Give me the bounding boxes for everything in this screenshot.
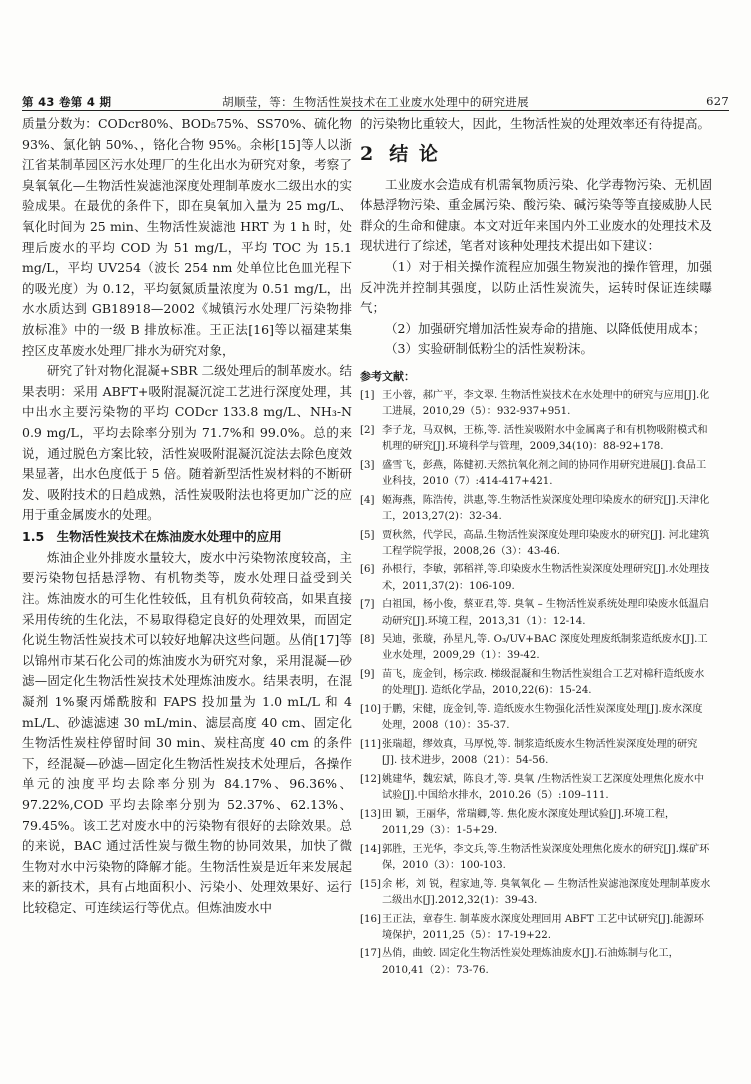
header-rule xyxy=(22,110,729,111)
reference-number: [6] xyxy=(360,564,375,576)
reference-number: [12] xyxy=(360,773,381,785)
reference-item xyxy=(360,528,712,560)
reference-number: [17] xyxy=(360,948,381,960)
suggestion-1: （1）对于相关操作流程应加强生物炭池的操作管理，加强反冲洗并控制其强度，以防止活性炭流失，运转时保证连续曝气； xyxy=(360,258,712,316)
section-title: 结 论 xyxy=(389,142,440,165)
reference-item xyxy=(360,388,712,420)
reference-text: 白祖国，杨小俊，蔡亚君,等. 臭氧 – 生物活性炭系统处理印染废水低温启动研究[J].环境工程，2013,31（1）：12-14. xyxy=(382,599,709,627)
reference-item xyxy=(360,772,712,804)
reference-item xyxy=(360,667,712,699)
reference-item xyxy=(360,946,712,978)
reference-text: 李子龙，马双枫，王栋,等. 活性炭吸附水中金属离子和有机物吸附模式和机理的研究[J].环境科学与管理，2009,34(10)：88-92+178. xyxy=(382,424,708,453)
paragraph-continued-right: 的污染物比重较大，因此，生物活性炭的处理效率还有待提高。 xyxy=(360,116,711,131)
reference-number: [16] xyxy=(360,913,381,925)
running-title: 胡顺莹，等：生物活性炭技术在工业废水处理中的研究进展 xyxy=(222,95,529,109)
section-heading-conclusion xyxy=(360,139,712,169)
reference-text: 田 颖，王丽华，常瑞卿,等. 焦化废水深度处理试验[J].环境工程，2011,29（3）：1-5+29. xyxy=(382,808,676,837)
reference-text: 于鹏，宋健，庞金钊,等. 造纸废水生物强化活性炭深度处理[J].废水深度处理，2008（10）：35-37. xyxy=(382,704,703,732)
journal-volume: 第 43 卷第 4 期 xyxy=(22,95,112,109)
reference-text: 王正法，章春生. 制革废水深度处理回用 ABFT 工艺中试研究[J].能源环境保护，2011,25（5）：17-19+22. xyxy=(382,913,704,941)
reference-text: 贾秋然，代学民，高晶.生物活性炭深度处理印染废水的研究[J]. 河北建筑工程学院学报，2008,26（3）：43-46. xyxy=(382,529,710,557)
references-title: 参考文献： xyxy=(360,369,415,383)
reference-text: 苗飞，庞金钊，杨宗政. 梯级混凝和生物活性炭组合工艺对棉秆造纸废水的处理[J]. 造纸化学品，2010,22(6)：15-24. xyxy=(382,669,705,697)
paragraph-refinery-wastewater: 炼油企业外排废水量较大，废水中污染物浓度较高，主要污染物包括悬浮物、有机物类等，废水处理日益受到关注。炼油废水的可生化性较低，且有机负荷较高，如果直接采用传统的生化法，不易取得稳定良好的处理效果，而固定化说生物活性炭技术可以较好地解决这些问题。丛俏[17]等以锦州市某石化公司的炼油废水为研究对象，采用混凝—砂滤—固定化生物活性炭技术处理炼油废水。结果表明，在混凝剂 1%聚丙烯酰胺和 FAPS 投加量为 1.0 mL/L 和 4 mL/L、砂滤滤速 30 mL/min、滤层高度 40 cm、固定化生物活性炭柱停留时间 30 min、炭柱高度 40 cm 的条件下，经混凝—砂滤—固定化生物活性炭技术处理后，各操作单元的浊度平均去除率分别为 84.17%、96.36%、97.22%,COD 平均去除率分别为 52.37%、62.13%、79.45%。该工艺对废水中的污染物有很好的去除效果。总的来说，BAC 通过活性炭与微生物的协同效果，加快了微生物对水中污染物的降解才能。生物活性炭是近年来发展起来的新技术，具有占地面积小、污染小、处理效果好、运行比较稳定、可连续运行等优点。但炼油废水中 xyxy=(22,549,352,915)
reference-item xyxy=(360,842,712,874)
reference-text: 孙根行，李敏，郭稻祥,等.印染废水生物活性炭深度处理研究[J].水处理技术，2011,37(2)：106-109. xyxy=(382,564,710,592)
suggestion-3: （3）实验研制低粉尘的活性炭粉沫。 xyxy=(385,341,593,357)
subsection-heading-1-5: 1.5 生物活性炭技术在炼油废水处理中的应用 xyxy=(22,528,282,544)
reference-number: [10] xyxy=(360,704,381,716)
reference-item xyxy=(360,632,712,664)
reference-number: [5] xyxy=(360,529,375,541)
reference-item xyxy=(360,877,712,909)
reference-list xyxy=(360,388,712,979)
reference-item xyxy=(360,702,712,734)
reference-text: 盛雪飞，彭燕，陈健初.天然抗氧化剂之间的协同作用研究进展[J].食品工业科技，2010（7）:414-417+421. xyxy=(382,459,707,487)
suggestion-2: （2）加强研究增加活性炭寿命的措施、以降低使用成本； xyxy=(385,320,706,336)
reference-item xyxy=(360,807,712,839)
reference-number: [9] xyxy=(360,669,375,681)
paragraph-conclusion: 工业废水会造成有机需氧物质污染、化学毒物污染、无机固体悬浮物污染、重金属污染、酸污染、碱污染等等直接威胁人民群众的生命和健康。本文对近年来国内外工业废水的处理技术及现状进行了综述，笔者对该种处理技术提出如下建议： xyxy=(360,176,712,254)
left-column xyxy=(22,114,352,919)
reference-text: 王小蓉，郝广平，李文翠. 生物活性炭技术在水处理中的研究与应用[J].化工进展，2010,29（5）：932-937+951. xyxy=(382,389,710,418)
reference-number: [1] xyxy=(360,389,375,401)
reference-item xyxy=(360,912,712,944)
paragraph-continued: 质量分数为：CODcr80%、BOD₅75%、SS70%、硫化物 93%、氯化钠 50%、，铬化合物 95%。余彬[15]等人以浙江省某制革园区污水处理厂的生化出水为研究对象，考察了臭氧氧化—生物活性炭滤池深度处理制革废水二级出水的实验成果。在最优的条件下，即在臭氧加入量为 25 mg/L、氧化时间为 25 min、生物活性炭滤池 HRT 为 1 h 时，处理后废水的平均 COD 为 51 mg/L，平均 TOC 为 15.1 mg/L，平均 UV254（波长 254 nm 处单位比色皿光程下的吸光度）为 0.12，平均氨氮质量浓度为 0.51 mg/L，出水水质达到 GB18918—2002《城镇污水处理厂污染物排放标准》中的一级 B 排放标准。王正法[16]等以福建某集控区皮革废水处理厂排水为研究对象， xyxy=(22,116,352,358)
reference-number: [2] xyxy=(360,424,375,436)
reference-number: [8] xyxy=(360,634,375,646)
page-number: 627 xyxy=(706,94,729,108)
reference-number: [11] xyxy=(360,739,381,750)
reference-number: [14] xyxy=(360,843,381,855)
running-header xyxy=(22,92,729,112)
reference-text: 郭胜，王光华，李文兵,等.生物活性炭深度处理焦化废水的研究[J].煤矿环保，2010（3）：100-103. xyxy=(382,843,710,871)
reference-number: [3] xyxy=(360,459,375,471)
reference-item xyxy=(360,458,712,490)
reference-text: 吴迪，张璇，孙星凡,等. O₃/UV+BAC 深度处理废纸制浆造纸废水[J].工业水处理，2009,29（1）：39-42. xyxy=(382,634,708,662)
paragraph-sbr-study: 研究了针对物化混凝+SBR 二级处理后的制革废水。结果表明：采用 ABFT+吸附混凝沉淀工艺进行深度处理，其中出水主要污染物的平均 CODcr 133.8 mg/L、NH₃-N 0.9 mg/L，平均去除率分别为 71.7%和 99.0%。总的来说，通过脱色方案比较，活性炭吸附混凝沉淀法去除色度效果显著，出水色度低于 5 倍。随着新型活性炭材料的不断研发、吸附技术的日趋成熟，活性炭吸附法也将更加广泛的应用于重金属废水的处理。 xyxy=(22,363,352,523)
reference-item xyxy=(360,597,712,629)
reference-text: 丛俏，曲蛟. 固定化生物活性炭处理炼油废水[J].石油炼制与化工，2010,41（2）：73-76. xyxy=(382,948,679,976)
reference-number: [7] xyxy=(360,599,375,611)
reference-item xyxy=(360,562,712,594)
reference-number: [4] xyxy=(360,494,375,506)
right-column xyxy=(360,114,712,981)
reference-item xyxy=(360,737,712,769)
reference-text: 余 彬，刘 锐，程家迪,等. 臭氧氧化 — 生物活性炭滤池深度处理制革废水二级出水[J].2012,32(1)：39-43. xyxy=(382,878,711,906)
reference-text: 姚建华，魏宏斌，陈良才,等. 臭氧 /生物活性炭工艺深度处理焦化废水中试验[J].中国给水排水，2010.26（5）:109–111. xyxy=(382,773,705,802)
reference-text: 张瑞超，缪效真，马厚悦,等. 制浆造纸废水生物活性炭深度处理的研究[J]. 技术进步，2008（21）：54-56. xyxy=(382,739,698,767)
reference-item xyxy=(360,493,712,525)
reference-number: [15] xyxy=(360,878,381,890)
reference-text: 姬海燕，陈浩传，洪惠,等.生物活性炭深度处理印染废水的研究[J].天津化工，2013,27(2)：32-34. xyxy=(382,494,710,522)
reference-number: [13] xyxy=(360,808,381,820)
section-number: 2 xyxy=(360,142,376,165)
reference-item xyxy=(360,423,712,455)
